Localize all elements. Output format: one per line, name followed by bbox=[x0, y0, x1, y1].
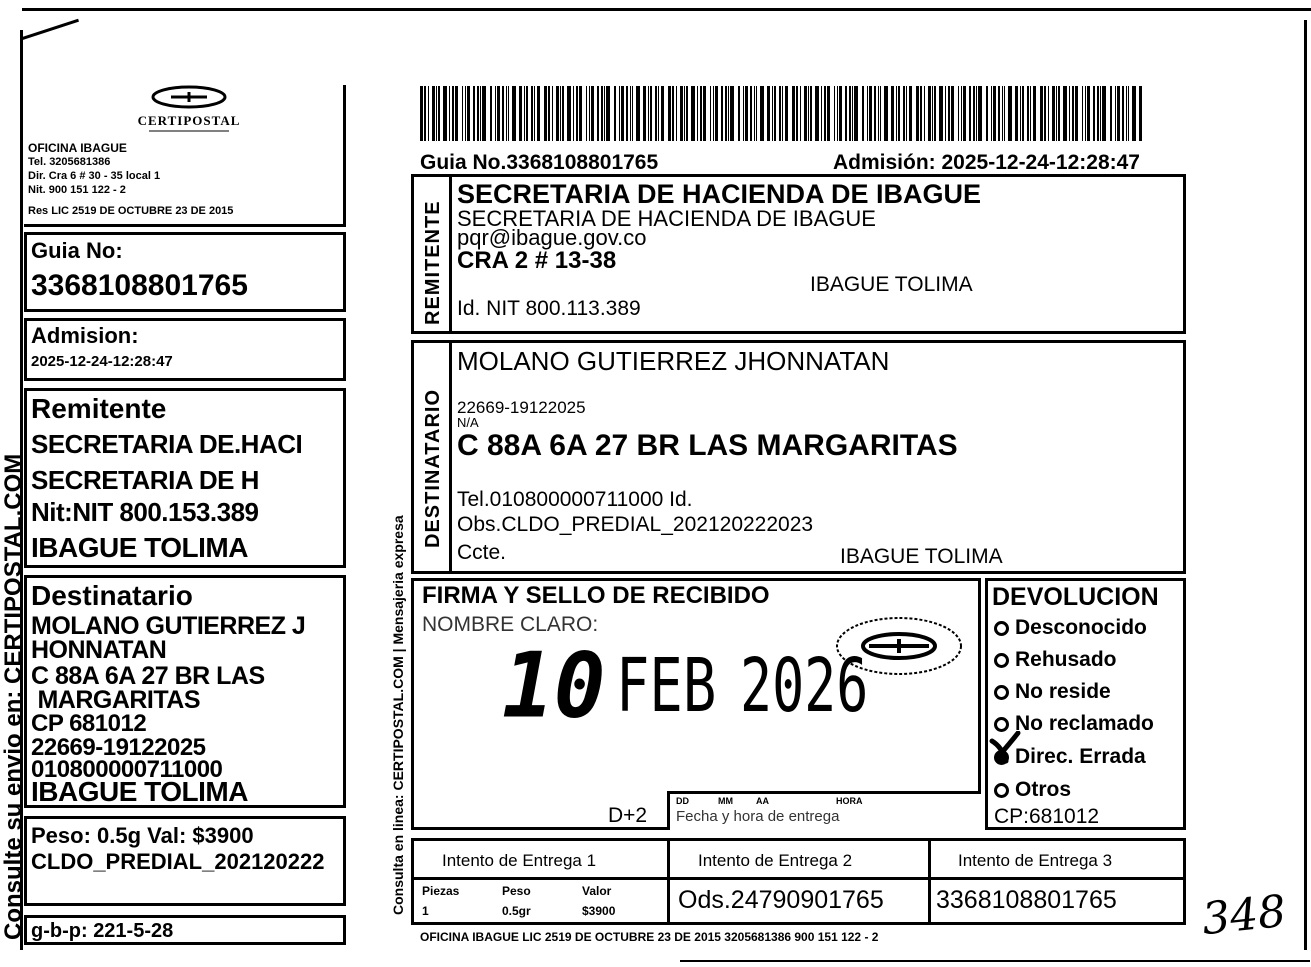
barcode-bar bbox=[1126, 86, 1127, 141]
fecha-dd: DD bbox=[676, 796, 689, 806]
main-destinatario-na: N/A bbox=[457, 415, 479, 430]
barcode-bar bbox=[1058, 86, 1060, 141]
barcode-bar bbox=[772, 86, 773, 141]
barcode-bar bbox=[432, 86, 435, 141]
barcode-bar bbox=[1052, 86, 1055, 141]
barcode-bar bbox=[626, 86, 628, 141]
barcode-bar bbox=[655, 86, 657, 141]
radio-otros[interactable] bbox=[994, 783, 1009, 798]
barcode-bar bbox=[636, 86, 640, 141]
main-destinatario-label: DESTINATARIO bbox=[422, 388, 444, 548]
ods-value: Ods.24790901765 bbox=[678, 886, 884, 914]
barcode-bar bbox=[579, 86, 582, 141]
barcode-bar bbox=[1004, 86, 1005, 141]
barcode-bar bbox=[898, 86, 900, 141]
barcode-bar bbox=[728, 86, 729, 141]
barcode-bar bbox=[586, 86, 587, 141]
barcode-bar bbox=[874, 86, 876, 141]
devolucion-option-2[interactable] bbox=[994, 648, 1117, 672]
barcode-bar bbox=[576, 86, 578, 141]
main-destinatario-ref: 22669-19122025 bbox=[457, 398, 586, 417]
barcode-bar bbox=[810, 86, 812, 141]
peso-value: 0.5gr bbox=[502, 904, 531, 918]
barcode-bar bbox=[462, 86, 463, 141]
barcode-bar bbox=[1022, 86, 1024, 141]
valor-label: Valor bbox=[582, 884, 612, 898]
barcode-bar bbox=[713, 86, 714, 141]
main-remitente-id: Id. NIT 800.113.389 bbox=[457, 297, 641, 320]
office-line-2: Tel. 3205681386 bbox=[28, 156, 111, 168]
option-label-2: Rehusado bbox=[1015, 648, 1117, 671]
barcode-bar bbox=[878, 86, 879, 141]
barcode-bar bbox=[1033, 86, 1036, 141]
barcode-bar bbox=[808, 86, 809, 141]
barcode-bar bbox=[756, 86, 757, 141]
barcode-bar bbox=[958, 86, 959, 141]
main-remitente-email: pqr@ibague.gov.co bbox=[457, 225, 647, 250]
barcode-bar bbox=[1063, 86, 1067, 141]
svg-text:CERTIPOSTAL: CERTIPOSTAL bbox=[137, 113, 241, 128]
barcode-bar bbox=[684, 86, 685, 141]
gbp-line: g-b-p: 221-5-28 bbox=[31, 920, 174, 942]
barcode-bar bbox=[506, 86, 507, 141]
peso-line: Peso: 0.5g Val: $3900 bbox=[31, 823, 254, 848]
barcode-bar bbox=[760, 86, 764, 141]
barcode-bar bbox=[467, 86, 470, 141]
barcode-bar bbox=[993, 86, 996, 141]
barcode-bar bbox=[1027, 86, 1029, 141]
ref-line: CLDO_PREDIAL_202120222 bbox=[31, 849, 325, 874]
barcode-bar bbox=[909, 86, 912, 141]
barcode-bar bbox=[945, 86, 946, 141]
barcode-bar bbox=[986, 86, 988, 141]
barcode-bar bbox=[725, 86, 727, 141]
barcode-bar bbox=[1100, 86, 1101, 141]
barcode-bar bbox=[686, 86, 688, 141]
destinatario-line-1: MOLANO GUTIERREZ J bbox=[31, 612, 306, 640]
barcode-bar bbox=[650, 86, 652, 141]
barcode-bar bbox=[738, 86, 740, 141]
barcode-bar bbox=[658, 86, 659, 141]
peso-box bbox=[24, 816, 346, 906]
piezas-value: 1 bbox=[422, 904, 429, 918]
barcode-bar bbox=[526, 86, 528, 141]
barcode-bar bbox=[703, 86, 706, 141]
barcode-bar bbox=[1097, 86, 1099, 141]
main-destinatario-address: C 88A 6A 27 BR LAS MARGARITAS bbox=[457, 429, 958, 462]
barcode-bar bbox=[1132, 86, 1136, 141]
barcode-bar bbox=[619, 86, 620, 141]
radio-no-reside[interactable] bbox=[994, 685, 1009, 700]
barcode-bar bbox=[562, 86, 564, 141]
barcode-bar bbox=[834, 86, 835, 141]
stamp-year: 2026 bbox=[740, 643, 869, 729]
barcode-bar bbox=[556, 86, 559, 141]
barcode-bar bbox=[567, 86, 571, 141]
barcode-bar bbox=[480, 86, 481, 141]
barcode-bar bbox=[1117, 86, 1120, 141]
barcode-bar bbox=[548, 86, 550, 141]
barcode-bar bbox=[991, 86, 992, 141]
barcode-bar bbox=[854, 86, 858, 141]
main-destinatario-city: IBAGUE TOLIMA bbox=[840, 545, 1003, 568]
barcode-bar bbox=[1030, 86, 1031, 141]
barcode-bar bbox=[591, 86, 594, 141]
intentos-row bbox=[411, 838, 1186, 880]
barcode-bar bbox=[785, 86, 788, 141]
barcode-bar bbox=[745, 86, 748, 141]
option-label-5: Direc. Errada bbox=[1015, 745, 1146, 768]
summary-divider-2 bbox=[928, 880, 931, 922]
barcode-bar bbox=[1102, 86, 1106, 141]
barcode-bar bbox=[531, 86, 533, 141]
barcode-bar bbox=[668, 86, 671, 141]
barcode-bar bbox=[606, 86, 610, 141]
barcode-bar bbox=[544, 86, 547, 141]
barcode-bar bbox=[512, 86, 516, 141]
barcode-bar bbox=[1002, 86, 1003, 141]
barcode-bar bbox=[782, 86, 783, 141]
barcode-bar bbox=[697, 86, 698, 141]
devolucion-cp: CP:681012 bbox=[994, 805, 1100, 828]
barcode-bar bbox=[700, 86, 702, 141]
barcode-bar bbox=[1020, 86, 1021, 141]
barcode-bar bbox=[963, 86, 966, 141]
barcode-bar bbox=[1056, 86, 1057, 141]
admision-label: Admision: bbox=[31, 323, 139, 348]
barcode-bar bbox=[1115, 86, 1116, 141]
barcode-bar bbox=[621, 86, 624, 141]
destinatario-line-7: 010800000711000 bbox=[31, 756, 223, 783]
remitente-title: Remitente bbox=[31, 393, 167, 424]
intento-1: Intento de Entrega 1 bbox=[442, 851, 597, 870]
radio-no-reclamado[interactable] bbox=[994, 717, 1009, 732]
main-remitente-address: CRA 2 # 13-38 bbox=[457, 247, 617, 274]
peso-label: Peso bbox=[502, 884, 531, 898]
main-remitente-label: REMITENTE bbox=[422, 200, 444, 325]
barcode-bar bbox=[420, 86, 423, 141]
devolucion-option-6[interactable] bbox=[994, 778, 1071, 802]
main-remitente-name2: SECRETARIA DE HACIENDA DE IBAGUE bbox=[457, 206, 876, 231]
barcode-bar bbox=[1069, 86, 1070, 141]
guia-label: Guia No: bbox=[31, 238, 123, 263]
barcode-bar bbox=[961, 86, 962, 141]
barcode-bar bbox=[845, 86, 847, 141]
remitente-box bbox=[24, 388, 346, 568]
destinatario-line-6: 22669-19122025 bbox=[31, 734, 206, 761]
barcode-bar bbox=[1015, 86, 1018, 141]
barcode-bar bbox=[648, 86, 649, 141]
inner-vertical-text: Consulta en linea: CERTIPOSTAL.COM | Mensajeria expresa bbox=[390, 515, 406, 915]
piezas-label: Piezas bbox=[422, 884, 460, 898]
barcode-bar bbox=[428, 86, 429, 141]
barcode-bar bbox=[632, 86, 633, 141]
valor-value: $3900 bbox=[582, 904, 616, 918]
barcode-bar bbox=[424, 86, 426, 141]
barcode-bar bbox=[796, 86, 798, 141]
barcode-bar bbox=[537, 86, 540, 141]
barcode-bar bbox=[676, 86, 677, 141]
barcode-bar bbox=[824, 86, 826, 141]
option-label-6: Otros bbox=[1015, 778, 1072, 801]
barcode-bar bbox=[438, 86, 440, 141]
firma-dplus: D+2 bbox=[608, 804, 648, 827]
office-line-1: OFICINA IBAGUE bbox=[28, 141, 127, 155]
barcode-bar bbox=[477, 86, 479, 141]
barcode-bar bbox=[916, 86, 919, 141]
guia-box bbox=[24, 232, 346, 312]
barcode-bar bbox=[452, 86, 454, 141]
barcode-bar bbox=[519, 86, 522, 141]
barcode-bar bbox=[932, 86, 933, 141]
barcode-bar bbox=[1040, 86, 1043, 141]
barcode-bar bbox=[903, 86, 905, 141]
remitente-line-1: SECRETARIA DE.HACI bbox=[31, 429, 303, 459]
barcode-bar bbox=[1072, 86, 1074, 141]
intento-3: Intento de Entrega 3 bbox=[958, 851, 1113, 870]
barcode-bar bbox=[524, 86, 525, 141]
barcode-bar bbox=[939, 86, 943, 141]
barcode-bar bbox=[815, 86, 819, 141]
devolucion-box bbox=[985, 578, 1186, 830]
main-destinatario-tel: Tel.010800000711000 Id. bbox=[457, 488, 693, 511]
barcode-bar bbox=[880, 86, 881, 141]
barcode-bar bbox=[804, 86, 807, 141]
barcode-bar bbox=[497, 86, 500, 141]
barcode-bar bbox=[948, 86, 950, 141]
option-label-4: No reclamado bbox=[1015, 712, 1154, 735]
barcode-bar bbox=[691, 86, 695, 141]
admision-box bbox=[24, 318, 346, 381]
certipostal-logo-icon bbox=[99, 85, 279, 133]
barcode-bar bbox=[862, 86, 864, 141]
top-border-line bbox=[22, 8, 1311, 11]
barcode-bar bbox=[1087, 86, 1090, 141]
devolucion-option-1[interactable] bbox=[994, 616, 1147, 640]
barcode-bar bbox=[601, 86, 603, 141]
guia-big-value: 3368108801765 bbox=[936, 886, 1117, 914]
main-destinatario-box bbox=[411, 340, 1186, 574]
firma-nombre: NOMBRE CLARO: bbox=[422, 613, 599, 636]
fecha-hora: HORA bbox=[836, 796, 863, 806]
barcode-bar bbox=[721, 86, 723, 141]
barcode-bar bbox=[973, 86, 975, 141]
remitente-line-3: Nit:NIT 800.153.389 bbox=[31, 497, 259, 527]
barcode-bar bbox=[767, 86, 770, 141]
bottom-border-line bbox=[680, 960, 1310, 962]
destinatario-line-4: MARGARITAS bbox=[31, 686, 201, 714]
barcode-bar bbox=[552, 86, 553, 141]
office-line-4: Nit. 900 151 122 - 2 bbox=[28, 184, 126, 196]
barcode-bar bbox=[589, 86, 590, 141]
barcode-bar bbox=[837, 86, 838, 141]
barcode-bar bbox=[869, 86, 872, 141]
barcode-bar bbox=[449, 86, 450, 141]
destinatario-title: Destinatario bbox=[31, 580, 193, 611]
barcode-bar bbox=[951, 86, 954, 141]
barcode-bar bbox=[1044, 86, 1046, 141]
barcode-bar bbox=[792, 86, 795, 141]
barcode-bar bbox=[1110, 86, 1112, 141]
barcode-bar bbox=[884, 86, 888, 141]
main-remitente-city: IBAGUE TOLIMA bbox=[810, 273, 973, 296]
barcode-icon bbox=[420, 86, 1148, 141]
office-line-3: Dir. Cra 6 # 30 - 35 local 1 bbox=[28, 170, 161, 182]
barcode-bar bbox=[630, 86, 631, 141]
barcode-bar bbox=[1085, 86, 1086, 141]
barcode-bar bbox=[1122, 86, 1124, 141]
barcode-bar bbox=[998, 86, 1000, 141]
intento-2: Intento de Entrega 2 bbox=[698, 851, 853, 870]
barcode-bar bbox=[1008, 86, 1012, 141]
barcode-bar bbox=[680, 86, 683, 141]
radio-rehusado[interactable] bbox=[994, 653, 1009, 668]
barcode-bar bbox=[896, 86, 897, 141]
firma-box bbox=[411, 578, 981, 830]
fecha-entrega-box bbox=[667, 791, 981, 830]
destinatario-box bbox=[24, 575, 346, 808]
main-guia-line: Guia No.3368108801765 bbox=[420, 151, 659, 174]
destinatario-line-5: CP 681012 bbox=[31, 710, 147, 737]
barcode-bar bbox=[490, 86, 492, 141]
barcode-bar bbox=[754, 86, 755, 141]
main-remitente-name: SECRETARIA DE HACIENDA DE IBAGUE bbox=[457, 179, 982, 209]
fecha-label: Fecha y hora de entrega bbox=[676, 808, 840, 825]
main-destinatario-obs: Obs.CLDO_PREDIAL_202120222023 bbox=[457, 513, 814, 536]
barcode-bar bbox=[715, 86, 718, 141]
fecha-mm: MM bbox=[718, 796, 733, 806]
devolucion-option-3[interactable] bbox=[994, 680, 1111, 704]
option-label-3: No reside bbox=[1015, 680, 1111, 703]
barcode-bar bbox=[849, 86, 851, 141]
devolucion-title: DEVOLUCION bbox=[992, 583, 1159, 611]
barcode-bar bbox=[482, 86, 486, 141]
remitente-line-2: SECRETARIA DE H bbox=[31, 465, 259, 495]
footer-line: OFICINA IBAGUE LIC 2519 DE OCTUBRE 23 DE 2015 3205681386 900 151 122 - 2 bbox=[420, 930, 879, 944]
barcode-bar bbox=[443, 86, 447, 141]
destinatario-line-3: C 88A 6A 27 BR LAS bbox=[31, 662, 265, 690]
remitente-label-divider bbox=[449, 177, 452, 331]
barcode-bar bbox=[867, 86, 868, 141]
right-border-line bbox=[1304, 20, 1307, 950]
destinatario-line-2: HONNATAN bbox=[31, 636, 167, 664]
main-remitente-box bbox=[411, 174, 1186, 334]
barcode-bar bbox=[495, 86, 496, 141]
top-fold-mark bbox=[21, 19, 79, 40]
barcode-bar bbox=[1048, 86, 1049, 141]
destinatario-line-8: IBAGUE TOLIMA bbox=[31, 776, 248, 807]
outer-vertical-text: Consulte su envio en: CERTIPOSTAL.COM bbox=[0, 453, 27, 940]
barcode-bar bbox=[604, 86, 605, 141]
barcode-bar bbox=[928, 86, 931, 141]
barcode-bar bbox=[920, 86, 922, 141]
barcode-bar bbox=[436, 86, 437, 141]
barcode-bar bbox=[839, 86, 842, 141]
handwritten-check-mark-icon bbox=[988, 731, 1028, 765]
guia-value: 3368108801765 bbox=[31, 269, 248, 302]
barcode-bar bbox=[597, 86, 599, 141]
barcode-bar bbox=[672, 86, 674, 141]
office-info-box bbox=[24, 85, 346, 227]
barcode-bar bbox=[1128, 86, 1129, 141]
barcode-bar bbox=[1082, 86, 1083, 141]
barcode-bar bbox=[924, 86, 925, 141]
remitente-line-4: IBAGUE TOLIMA bbox=[31, 532, 248, 563]
barcode-bar bbox=[710, 86, 711, 141]
barcode-bar bbox=[534, 86, 535, 141]
barcode-bar bbox=[779, 86, 781, 141]
barcode-bar bbox=[774, 86, 776, 141]
barcode-bar bbox=[473, 86, 475, 141]
option-label-1: Desconocido bbox=[1015, 616, 1147, 639]
stamp-month: FEB bbox=[616, 643, 717, 729]
barcode-bar bbox=[976, 86, 977, 141]
barcode-bar bbox=[821, 86, 822, 141]
main-admision-line: Admisión: 2025-12-24-12:28:47 bbox=[833, 151, 1140, 174]
admision-value: 2025-12-24-12:28:47 bbox=[31, 353, 173, 370]
barcode-bar bbox=[730, 86, 734, 141]
intento-divider-1 bbox=[667, 841, 670, 877]
radio-desconocido[interactable] bbox=[994, 621, 1009, 636]
barcode-bar bbox=[750, 86, 752, 141]
barcode-bar bbox=[643, 86, 646, 141]
barcode-bar bbox=[465, 86, 466, 141]
barcode-bar bbox=[573, 86, 574, 141]
barcode-bar bbox=[978, 86, 982, 141]
barcode-bar bbox=[906, 86, 907, 141]
barcode-bar bbox=[455, 86, 458, 141]
barcode-bar bbox=[743, 86, 744, 141]
gbp-box bbox=[24, 915, 346, 945]
barcode-bar bbox=[800, 86, 801, 141]
firma-title: FIRMA Y SELLO DE RECIBIDO bbox=[422, 582, 770, 609]
main-destinatario-name: MOLANO GUTIERREZ JHONNATAN bbox=[457, 346, 890, 376]
barcode-bar bbox=[502, 86, 504, 141]
barcode-bar bbox=[614, 86, 616, 141]
barcode-bar bbox=[560, 86, 561, 141]
main-destinatario-ccte: Ccte. bbox=[457, 541, 507, 564]
barcode-bar bbox=[1139, 86, 1142, 141]
barcode-bar bbox=[934, 86, 936, 141]
barcode-bar bbox=[852, 86, 853, 141]
left-panel bbox=[24, 85, 348, 945]
stamp-day: 10 bbox=[502, 633, 606, 739]
intento-divider-2 bbox=[928, 841, 931, 877]
office-line-5: Res LIC 2519 DE OCTUBRE 23 DE 2015 bbox=[28, 205, 234, 217]
fecha-aa: AA bbox=[756, 796, 769, 806]
summary-divider-1 bbox=[667, 880, 670, 922]
barcode-bar bbox=[1075, 86, 1078, 141]
summary-row bbox=[411, 877, 1186, 925]
barcode-bar bbox=[969, 86, 971, 141]
barcode-bar bbox=[661, 86, 664, 141]
handwritten-number: 348 bbox=[1199, 885, 1289, 946]
destinatario-label-divider bbox=[449, 343, 452, 571]
barcode-bar bbox=[827, 86, 830, 141]
barcode-bar bbox=[1093, 86, 1095, 141]
barcode-bar bbox=[508, 86, 509, 141]
barcode-bar bbox=[891, 86, 894, 141]
